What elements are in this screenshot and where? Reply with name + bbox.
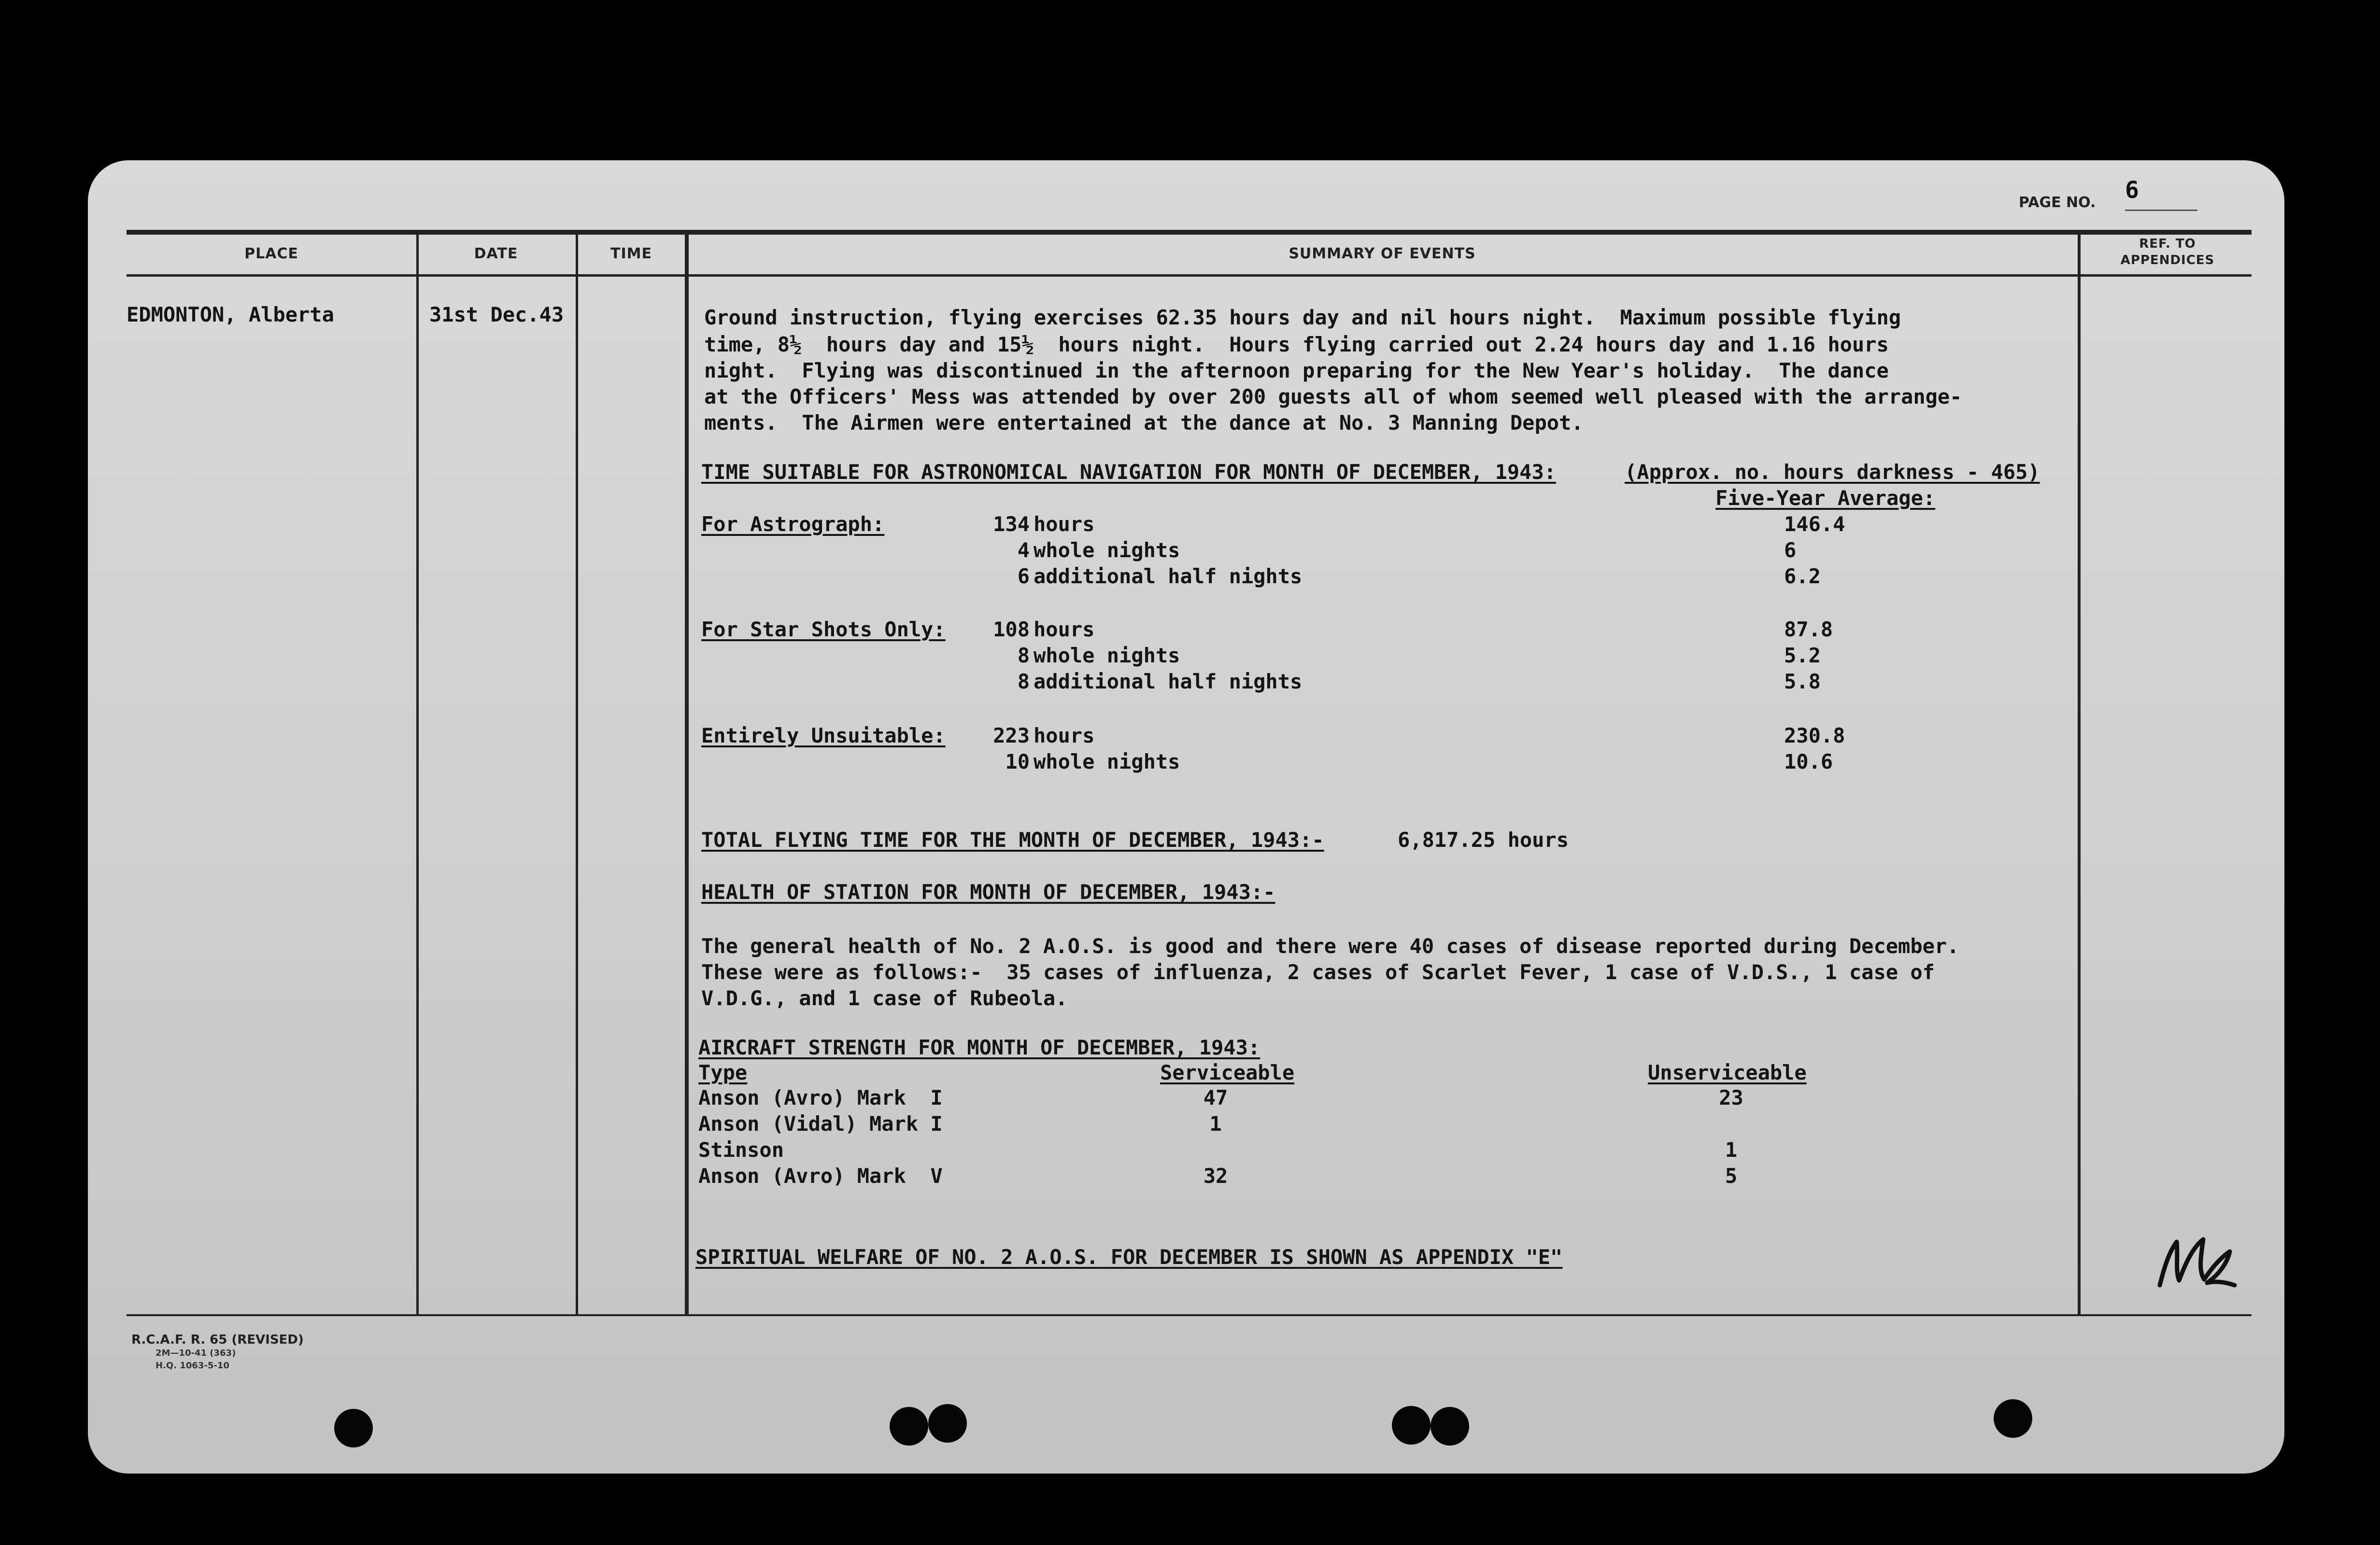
col-header-ref-line2: APPENDICES (2120, 253, 2215, 267)
astrograph-avg-hours: 146.4 (1784, 512, 1845, 536)
astrograph-avg-half: 6.2 (1784, 564, 1821, 588)
aircraft-row-2-serviceable: 1 (1209, 1112, 1222, 1136)
page-number-dots (2125, 210, 2197, 211)
binder-hole-3 (928, 1404, 967, 1443)
astrograph-qty-half: 6 (1017, 564, 1030, 588)
star-shots-qty-hours: 108 (993, 618, 1030, 641)
form-number-line-3: H.Q. 1063-5-10 (156, 1361, 229, 1371)
summary-line-4: at the Officers' Mess was attended by over 200 guests all of whom seemed well pleased with the arrange- (704, 385, 1962, 408)
health-line-3: V.D.G., and 1 case of Rubeola. (701, 986, 1068, 1010)
form-number-line-2: 2M—10-41 (363) (156, 1348, 236, 1358)
star-shots-desc-whole: whole nights (1034, 644, 1180, 667)
divider-date-time (576, 233, 578, 1314)
aircraft-row-1-unserviceable: 23 (1719, 1086, 1743, 1110)
aircraft-heading: AIRCRAFT STRENGTH FOR MONTH OF DECEMBER, 1943: (698, 1036, 1261, 1059)
five-year-average-heading: Five-Year Average: (1715, 486, 1936, 510)
col-header-summary: SUMMARY OF EVENTS (1289, 245, 1476, 262)
summary-line-5: ments. The Airmen were entertained at the dance at No. 3 Manning Depot. (704, 411, 1584, 435)
aircraft-row-4-serviceable: 32 (1203, 1164, 1228, 1188)
entry-date: 31st Dec.43 (429, 303, 564, 326)
health-heading: HEALTH OF STATION FOR MONTH OF DECEMBER, 1943:- (701, 880, 1275, 904)
total-flying-value: 6,817.25 hours (1398, 828, 1569, 852)
aircraft-col-unserviceable: Unserviceable (1648, 1061, 1807, 1084)
aircraft-row-3-unserviceable: 1 (1725, 1138, 1738, 1162)
aircraft-col-serviceable: Serviceable (1160, 1061, 1295, 1084)
entry-place: EDMONTON, Alberta (127, 303, 334, 326)
astrograph-avg-whole: 6 (1784, 538, 1797, 562)
health-line-2: These were as follows:- 35 cases of influenza, 2 cases of Scarlet Fever, 1 case of V.D.S., 1 case of (701, 960, 1935, 984)
aircraft-row-4-unserviceable: 5 (1725, 1164, 1738, 1188)
binder-hole-6 (1994, 1399, 2032, 1438)
star-shots-qty-whole: 8 (1017, 644, 1030, 667)
document-card (88, 160, 2284, 1474)
col-header-time: TIME (610, 245, 652, 262)
header-rule-top (127, 230, 2252, 235)
summary-line-2: time, 8½ hours day and 15½ hours night. Hours flying carried out 2.24 hours day and 1.16 hours (704, 333, 1889, 356)
binder-hole-2 (890, 1407, 928, 1446)
unsuitable-qty-hours: 223 (993, 724, 1030, 747)
unsuitable-desc-whole: whole nights (1034, 750, 1180, 773)
astrograph-desc-whole: whole nights (1034, 538, 1180, 562)
summary-line-1: Ground instruction, flying exercises 62.35 hours day and nil hours night. Maximum possible flying (704, 306, 1901, 329)
form-number-line-1: R.C.A.F. R. 65 (REVISED) (131, 1333, 304, 1347)
col-header-date: DATE (474, 245, 518, 262)
astro-heading: TIME SUITABLE FOR ASTRONOMICAL NAVIGATION FOR MONTH OF DECEMBER, 1943: (701, 460, 1557, 484)
handwritten-initials (2150, 1222, 2242, 1295)
spiritual-welfare-line: SPIRITUAL WELFARE OF NO. 2 A.O.S. FOR DECEMBER IS SHOWN AS APPENDIX "E" (695, 1245, 1563, 1269)
star-shots-avg-whole: 5.2 (1784, 644, 1821, 667)
unsuitable-avg-hours: 230.8 (1784, 724, 1845, 747)
star-shots-desc-hours: hours (1034, 618, 1095, 641)
astrograph-qty-hours: 134 (993, 512, 1030, 536)
astro-approx-darkness: (Approx. no. hours darkness - 465) (1625, 460, 2040, 484)
table-bottom-rule (127, 1314, 2252, 1316)
unsuitable-avg-whole: 10.6 (1784, 750, 1833, 773)
col-header-place: PLACE (244, 245, 298, 262)
page-number-value: 6 (2125, 177, 2139, 204)
unsuitable-qty-whole: 10 (1005, 750, 1030, 773)
binder-hole-5 (1431, 1407, 1469, 1446)
binder-hole-4 (1392, 1406, 1431, 1445)
aircraft-row-1-serviceable: 47 (1203, 1086, 1228, 1110)
page-number-label: PAGE NO. (2019, 194, 2096, 211)
astrograph-label: For Astrograph: (701, 512, 885, 536)
col-header-ref-line1: REF. TO (2139, 237, 2196, 251)
aircraft-row-2-type: Anson (Vidal) Mark I (698, 1112, 943, 1136)
aircraft-row-3-type: Stinson (698, 1138, 784, 1162)
star-shots-label: For Star Shots Only: (701, 618, 946, 641)
aircraft-col-type: Type (698, 1061, 748, 1084)
star-shots-avg-half: 5.8 (1784, 670, 1821, 693)
astrograph-desc-hours: hours (1034, 512, 1095, 536)
health-line-1: The general health of No. 2 A.O.S. is good and there were 40 cases of disease reported during December. (701, 934, 1959, 958)
divider-time-summary (685, 233, 689, 1314)
divider-summary-ref (2078, 233, 2081, 1314)
star-shots-qty-half: 8 (1017, 670, 1030, 693)
aircraft-row-4-type: Anson (Avro) Mark V (698, 1164, 943, 1188)
divider-place-date (416, 233, 419, 1314)
star-shots-avg-hours: 87.8 (1784, 618, 1833, 641)
unsuitable-desc-hours: hours (1034, 724, 1095, 747)
unsuitable-label: Entirely Unsuitable: (701, 724, 946, 747)
binder-hole-1 (334, 1409, 373, 1447)
aircraft-row-1-type: Anson (Avro) Mark I (698, 1086, 943, 1110)
header-rule-bottom (127, 274, 2252, 277)
summary-line-3: night. Flying was discontinued in the afternoon preparing for the New Year's holiday. The dance (704, 359, 1889, 382)
total-flying-heading: TOTAL FLYING TIME FOR THE MONTH OF DECEMBER, 1943:- (701, 828, 1324, 852)
astrograph-qty-whole: 4 (1017, 538, 1030, 562)
star-shots-desc-half: additional half nights (1034, 670, 1303, 693)
astrograph-desc-half: additional half nights (1034, 564, 1303, 588)
